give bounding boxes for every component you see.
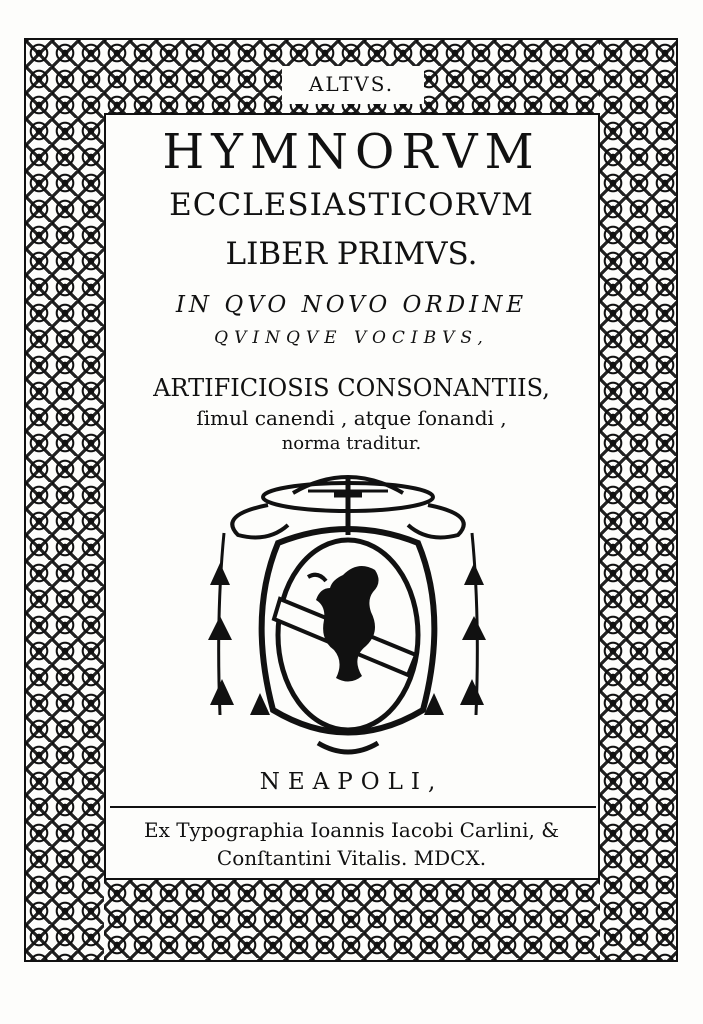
imprint-separator-rule bbox=[110, 806, 596, 808]
ornament-border-bottom bbox=[26, 880, 676, 960]
coat-of-arms-icon bbox=[198, 465, 498, 765]
coat-of-arms-drawing bbox=[198, 465, 498, 765]
outer-frame-rule-top bbox=[24, 38, 678, 40]
voice-part-header: ALTVS. bbox=[308, 72, 395, 96]
imprint-line-1: Ex Typographia Ioannis Iacobi Carlini, & bbox=[143, 818, 559, 842]
inner-frame-rule-left bbox=[104, 113, 106, 880]
title-line-1: HYMNORVM bbox=[162, 124, 541, 180]
title-line-3: LIBER PRIMVS. bbox=[225, 236, 478, 272]
inner-frame-rule-bottom bbox=[104, 878, 600, 880]
body-line-3: norma traditur. bbox=[281, 433, 422, 454]
place-line: NEAPOLI, bbox=[259, 769, 444, 795]
italic-line-1: IN QVO NOVO ORDINE bbox=[175, 292, 528, 318]
italic-line-2: QVINQVE VOCIBVS, bbox=[214, 328, 489, 348]
inner-frame-rule-top bbox=[104, 113, 600, 115]
imprint-line-2: Conſtantini Vitalis. MDCX. bbox=[216, 846, 487, 870]
body-line-1: ARTIFICIOSIS CONSONANTIIS, bbox=[153, 374, 550, 402]
body-line-2: ſimul canendi , atque ſonandi , bbox=[196, 406, 507, 430]
inner-frame-rule-right bbox=[598, 113, 600, 880]
title-line-2: ECCLESIASTICORVM bbox=[169, 187, 534, 223]
outer-frame-rule-bottom bbox=[24, 960, 678, 962]
